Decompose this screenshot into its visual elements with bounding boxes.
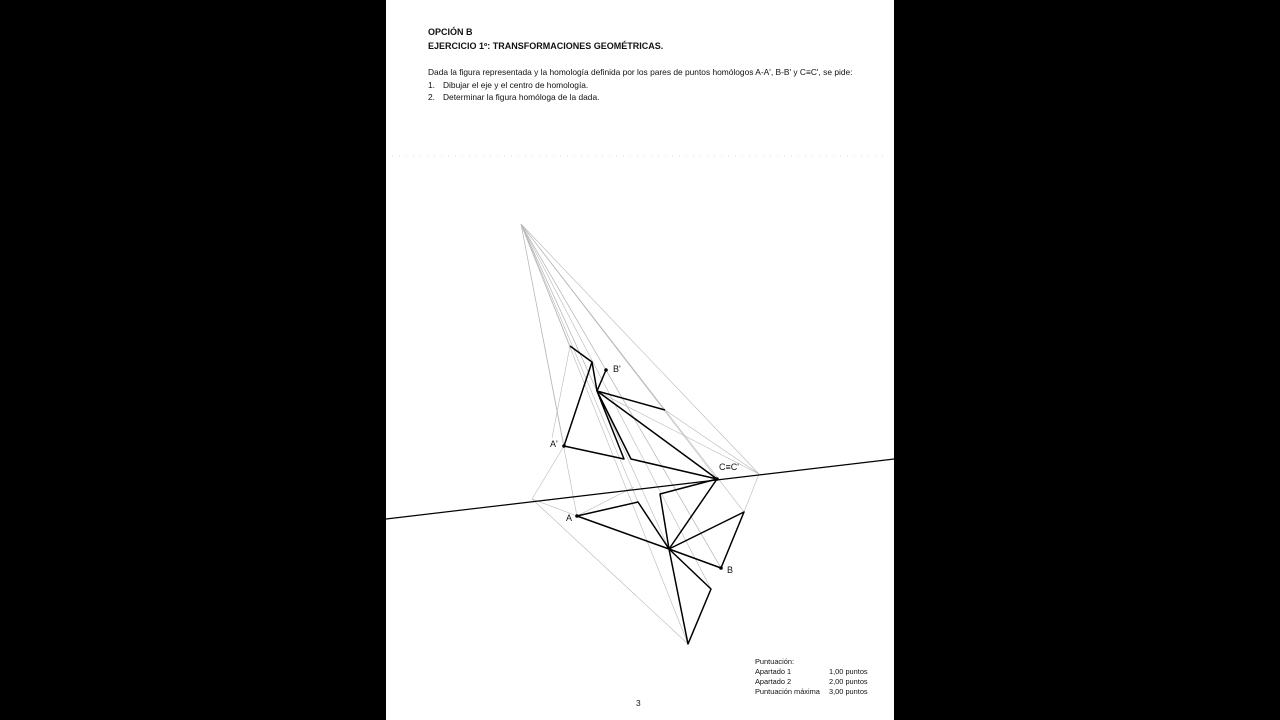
point-a bbox=[575, 514, 579, 518]
label-b-prime: B' bbox=[613, 364, 621, 374]
statement-item-2-number: 2. bbox=[428, 92, 435, 102]
label-b: B bbox=[727, 565, 734, 575]
statement-intro: Dada la figura representada y la homología definida por los pares de puntos homólogos A-A', B-B' y C≡C', se pide: bbox=[428, 67, 853, 77]
point-b-prime bbox=[604, 368, 608, 372]
label-a-prime: A' bbox=[550, 439, 558, 449]
page-number: 3 bbox=[636, 698, 641, 708]
scoring-title: Puntuación: bbox=[755, 657, 795, 666]
statement-item-1-number: 1. bbox=[428, 80, 435, 90]
construction-lines bbox=[521, 224, 759, 644]
original-figure bbox=[564, 346, 717, 479]
homology-axis bbox=[386, 459, 894, 519]
scoring-row-1-label: Apartado 1 bbox=[755, 667, 792, 676]
point-b bbox=[719, 566, 723, 570]
point-a-prime bbox=[562, 444, 566, 448]
exam-page bbox=[386, 0, 894, 720]
statement-item-2-text: Determinar la figura homóloga de la dada. bbox=[443, 92, 600, 102]
label-c: C≡C' bbox=[719, 462, 739, 472]
point-c bbox=[715, 477, 719, 481]
scoring-row-3-value: 3,00 puntos bbox=[829, 687, 868, 696]
homology-drawing bbox=[386, 0, 894, 720]
option-heading: OPCIÓN B bbox=[428, 27, 473, 37]
exercise-heading: EJERCICIO 1º: TRANSFORMACIONES GEOMÉTRICAS. bbox=[428, 41, 664, 51]
homologous-figure bbox=[577, 479, 744, 644]
scoring-row-3-label: Puntuación máxima bbox=[755, 687, 820, 696]
scoring-row-1-value: 1,00 puntos bbox=[829, 667, 868, 676]
scoring-row-2-value: 2,00 puntos bbox=[829, 677, 868, 686]
statement-item-1-text: Dibujar el eje y el centro de homología. bbox=[443, 80, 589, 90]
scoring-row-2-label: Apartado 2 bbox=[755, 677, 792, 686]
label-a: A bbox=[566, 513, 573, 523]
